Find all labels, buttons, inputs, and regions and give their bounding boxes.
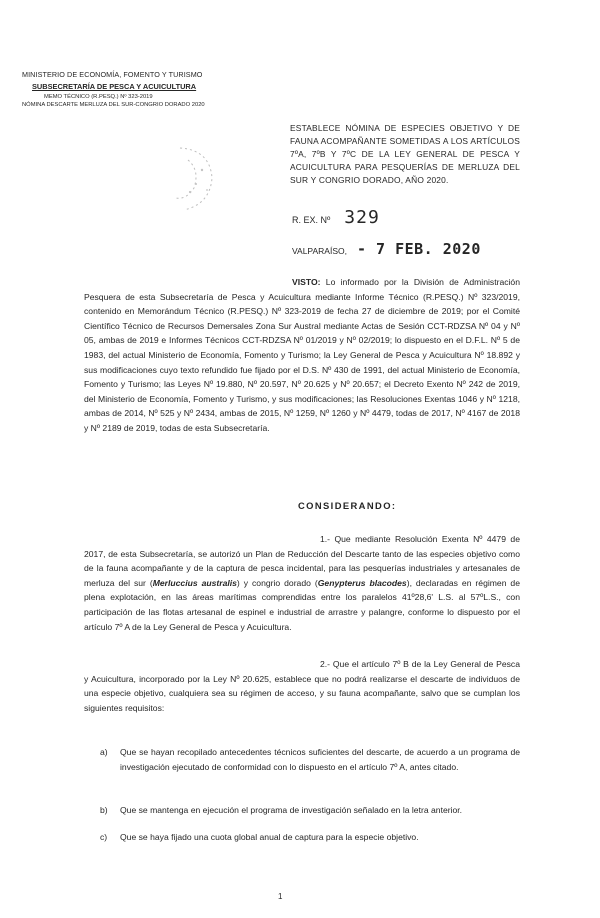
resolution-number-line (292, 207, 380, 228)
species-merluccius: Merluccius australis (152, 577, 237, 588)
c1-text-part1: 1.- Que mediante Resolución Exenta Nº 4479 de 2017, de esta Subsecretaría, se autorizó un Plan de Reducción del Descarte tanto de las especies objetivo como de la fauna acompañante y de la captura de pesca incidental, para las pesquerías industriales y artesanales de merluza del sur ( (84, 534, 520, 588)
resolution-number-label: R. EX. Nº (292, 215, 331, 225)
requirement-item-b (100, 803, 520, 818)
considerando-heading: CONSIDERANDO: (298, 500, 397, 511)
visto-paragraph (84, 275, 520, 436)
c1-text-part2: ) y congrio dorado ( (236, 577, 318, 588)
visto-keyword: VISTO: (292, 277, 321, 287)
date-stamp: - 7 FEB. 2020 (356, 240, 481, 258)
ministry-name: MINISTERIO DE ECONOMÍA, FOMENTO Y TURISMO (22, 70, 203, 79)
resolution-subject: ESTABLECE NÓMINA DE ESPECIES OBJETIVO Y DE FAUNA ACOMPAÑANTE SOMETIDAS A LOS ARTÍCULOS 7ºA, 7ºB Y 7ºC DE LA LEY GENERAL DE PESCA Y ACUICULTURA PARA PESQUERÍAS DE MERLUZA DEL SUR Y CONGRIO DORADO, AÑO 2020. (290, 123, 520, 185)
resolution-number: 329 (344, 207, 380, 228)
item-text: Que se haya fijado una cuota global anual de captura para la especie objetivo. (120, 832, 419, 842)
c1-text-part3: ), declaradas en régimen de plena explotación, en las áreas marítimas comprendidas entre los paralelos 41º28,6' L.S. al 57ºL.S., con participación de las flotas artesanal de espinel e industrial de arrastre y palangre, conforme lo dispuesto por el artículo 7º A de la Ley General de Pesca y Acuicultura. (84, 577, 520, 632)
place-date-line (292, 240, 481, 258)
memo-reference: MEMO TÉCNICO (R.PESQ.) Nº 323-2019 (44, 94, 153, 100)
visto-text: Lo informado por la División de Administración Pesquera de esta Subsecretaría de Pesca y Acuicultura mediante Informe Técnico (R.PESQ.) Nº 323/2019, contenido en Memorándum Técnico (R.PESQ.) Nº 323-2019 de fecha 27 de diciembre de 2019; por el Comité Científico Técnico de Recursos Demersales Zona Sur Austral mediante Actas de Sesión CCT-RDZSA Nº 04 y Nº 05, ambas de 2019 e Informes Técnicos CCT-RDZSA Nº 01/2019 y Nº 02/2019; lo dispuesto en el D.F.L. Nº 5 de 1983, del actual Ministerio de Economía, Fomento y Turismo; la Ley General de Pesca y Acuicultura Nº 18.892 y sus modificaciones cuyo texto refundido fue fijado por el D.S. Nº 430 de 1991, del actual Ministerio de Economía, Fomento y Turismo; las Leyes Nº 19.880, Nº 20.597, Nº 20.625 y Nº 20.657; el Decreto Exento Nº 242 de 2019, del Ministerio de Economía, Fomento y Turismo, y sus modificaciones; las Resoluciones Exentas 1046 y Nº 1218, ambas de 2014, Nº 525 y Nº 2434, ambas de 2015, Nº 1259, Nº 1260 y Nº 4479, todas de 2017, Nº 4167 de 2018 y Nº 2189 de 2019, todas de esta Subsecretaría. (84, 277, 520, 433)
item-marker: c) (100, 832, 108, 842)
nomina-reference: NÓMINA DESCARTE MERLUZA DEL SUR-CONGRIO DORADO 2020 (22, 102, 205, 108)
page-number: 1 (278, 892, 283, 901)
item-text: Que se mantenga en ejecución el programa de investigación señalado en la letra anterior. (120, 805, 463, 815)
faded-seal-stamp (150, 140, 230, 220)
item-marker: a) (100, 747, 108, 757)
considerando-2: 2.- Que el artículo 7º B de la Ley General de Pesca y Acuicultura, incorporado por la Ley Nº 20.625, establece que no podrá realizarse el descarte de individuos de una especie objetivo, cualquiera sea su régimen de acceso, y su fauna acompañante, salvo que se cumplan los siguientes requisitos: (84, 659, 520, 713)
letterhead (22, 70, 262, 108)
requirement-item-a (100, 745, 520, 774)
undersecretariat-name: SUBSECRETARÍA DE PESCA Y ACUICULTURA (32, 82, 197, 91)
considerando-1 (84, 532, 520, 634)
item-text: Que se hayan recopilado antecedentes técnicos suficientes del descarte, de acuerdo a un programa de investigación ejecutado de conformidad con lo dispuesto en el artículo 7º A, antes citado. (120, 747, 520, 772)
species-genypterus: Genypterus blacodes (317, 577, 407, 588)
item-marker: b) (100, 805, 108, 815)
city: VALPARAÍSO, (292, 246, 347, 256)
requirement-item-c (100, 830, 520, 845)
